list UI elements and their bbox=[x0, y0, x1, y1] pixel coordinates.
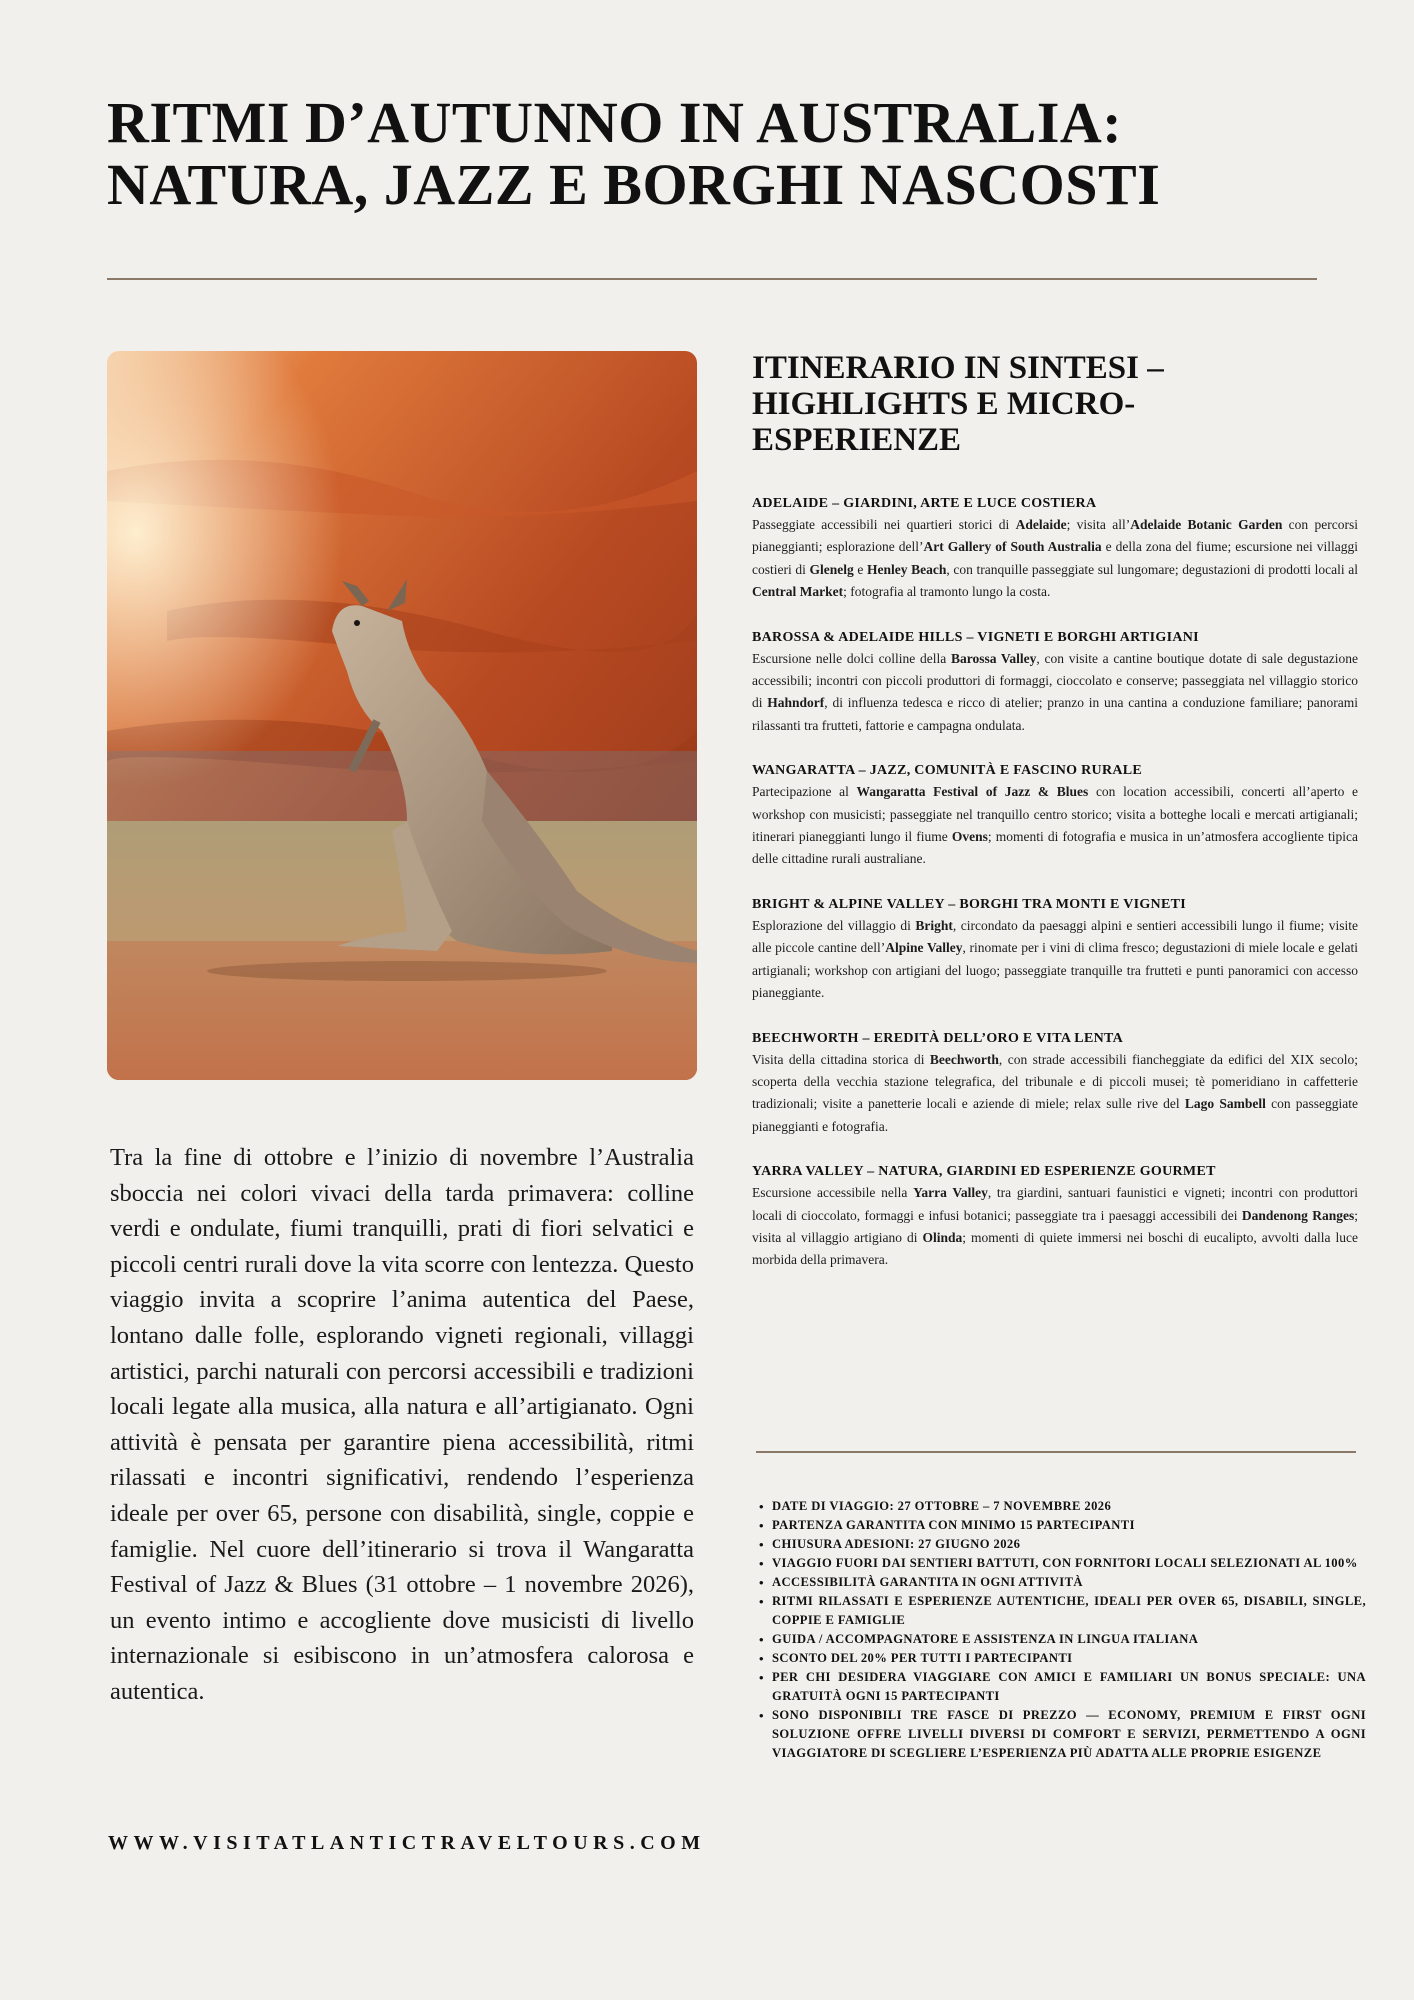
text-run: con location accessibili, concerti all’aperto e workshop con musicisti; passeggiate nel tranquillo centro storico; visita a botteghe locali e mercati artigianali; itinerari pianeggianti lungo il fiume bbox=[752, 784, 1358, 845]
text-run: , di influenza tedesca e ricco di atelier; pranzo in una cantina a conduzione familiare; panorami rilassanti tra frutteti, fattorie e campagna ondulata. bbox=[752, 695, 1358, 733]
itinerary-section-title: BRIGHT & ALPINE VALLEY – BORGHI TRA MONTI E VIGNETI bbox=[752, 896, 1186, 912]
place-name: Bright bbox=[915, 917, 953, 933]
itinerary-section bbox=[752, 1031, 1358, 1139]
place-name: Wangaratta Festival of Jazz & Blues bbox=[856, 784, 1089, 800]
itinerary-section bbox=[752, 763, 1358, 871]
text-run: Passeggiate accessibili nei quartieri storici di bbox=[752, 517, 1016, 532]
text-run: ; momenti di fotografia e musica in un’atmosfera accogliente tipica delle cittadine rurali australiane. bbox=[752, 829, 1358, 867]
title-line-2: NATURA, JAZZ E BORGHI NASCOSTI bbox=[107, 152, 1161, 217]
text-run: Esplorazione del villaggio di bbox=[752, 917, 916, 933]
place-name: Dandenong Ranges bbox=[1241, 1207, 1355, 1223]
itinerary-section bbox=[752, 897, 1358, 1005]
text-run: con passeggiate pianeggianti e fotografia. bbox=[752, 1096, 1359, 1134]
intro-paragraph: Tra la fine di ottobre e l’inizio di novembre l’Australia sboccia nei colori vivaci della tarda primavera: colline verdi e ondulate, fiumi tranquilli, prati di fiori selvatici e piccoli centri rurali dove la vita scorre con lentezza. Questo viaggio invita a scoprire l’anima autentica del Paese, lontano dalle folle, esplorando vigneti regionali, villaggi artistici, parchi naturali con percorsi accessibili e tradizioni locali legate alla musica, alla natura e all’artigianato. Ogni attività è pensata per garantire piena accessibilità, ritmi rilassati e incontri significativi, rendendo l’esperienza ideale per over 65, persone con disabilità, single, coppie e famiglie. Nel cuore dell’itinerario si trova il Wangaratta Festival of Jazz & Blues (31 ottobre – 1 novembre 2026), un evento intimo e accogliente dove musicisti di livello internazionale si esibiscono in un’atmosfera calorosa e autentica. bbox=[110, 1144, 694, 1705]
itinerary-section-text bbox=[752, 1049, 1358, 1139]
itinerary-section-text bbox=[752, 1182, 1358, 1272]
itinerary-section-text bbox=[752, 781, 1358, 871]
place-name: Alpine Valley bbox=[885, 940, 963, 956]
fact-item: • RITMI RILASSATI E ESPERIENZE AUTENTICHE, IDEALI PER OVER 65, DISABILI, SINGLE, COPPIE E FAMIGLIE bbox=[772, 1592, 1366, 1630]
fact-item: • PARTENZA GARANTITA CON MINIMO 15 PARTECIPANTI bbox=[772, 1516, 1366, 1535]
text-run: ; momenti di quiete immersi nei boschi di eucalipto, avvolti dalla luce morbida della primavera. bbox=[752, 1229, 1358, 1268]
place-name: Olinda bbox=[922, 1229, 963, 1245]
place-name: Central Market bbox=[752, 584, 844, 600]
fact-item: • GUIDA / ACCOMPAGNATORE E ASSISTENZA IN LINGUA ITALIANA bbox=[772, 1630, 1366, 1649]
title-line-1: RITMI D’AUTUNNO IN AUSTRALIA: bbox=[107, 90, 1123, 155]
itinerary-section bbox=[752, 630, 1358, 738]
text-run: , rinomate per i vini di clima fresco; degustazioni di miele locale e gelati artigianali; workshop con artigiani del luogo; passeggiate tranquille tra frutteti e punti panoramici con accesso pianeggiante. bbox=[752, 940, 1358, 1001]
itinerary-section bbox=[752, 1164, 1358, 1272]
place-name: Ovens bbox=[951, 829, 988, 845]
itinerary-section-title: BEECHWORTH – EREDITÀ DELL’ORO E VITA LENTA bbox=[752, 1030, 1124, 1046]
place-name: Barossa Valley bbox=[950, 650, 1037, 666]
text-run: con percorsi pianeggianti; esplorazione dell’ bbox=[752, 517, 1358, 555]
text-run: ; visita al villaggio artigiano di bbox=[752, 1207, 1358, 1245]
place-name: Lago Sambell bbox=[1184, 1096, 1266, 1112]
place-name: Art Gallery of South Australia bbox=[923, 539, 1102, 555]
facts-divider bbox=[756, 1451, 1356, 1453]
itinerary-section-text bbox=[752, 648, 1358, 738]
itinerary-heading: ITINERARIO IN SINTESI – HIGHLIGHTS E MICRO-ESPERIENZE bbox=[752, 350, 1164, 458]
itinerary-column bbox=[752, 350, 1358, 1298]
fact-item: • VIAGGIO FUORI DAI SENTIERI BATTUTI, CON FORNITORI LOCALI SELEZIONATI AL 100% bbox=[772, 1554, 1366, 1573]
text-run: , con strade accessibili fiancheggiate da edifici del XIX secolo; scoperta della vecchia stazione telegrafica, del tribunale e di piccoli musei; tè pomeridiano in caffetterie tradizionali; visite a panetterie locali e aziende di miele; relax sulle rive del bbox=[752, 1051, 1358, 1112]
facts-list bbox=[758, 1497, 1366, 1763]
text-run: ; visita all’ bbox=[1066, 517, 1131, 532]
fact-item: • SCONTO DEL 20% PER TUTTI I PARTECIPANTI bbox=[772, 1649, 1366, 1668]
place-name: Beechworth bbox=[929, 1051, 999, 1067]
itinerary-sections bbox=[752, 496, 1358, 1272]
place-name: Hahndorf bbox=[767, 695, 825, 711]
text-run: Escursione nelle dolci colline della bbox=[752, 650, 951, 666]
place-name: Henley Beach bbox=[867, 561, 947, 577]
itinerary-section-title: BAROSSA & ADELAIDE HILLS – VIGNETI E BORGHI ARTIGIANI bbox=[752, 629, 1199, 645]
page-title bbox=[107, 92, 1327, 216]
fact-item: • ACCESSIBILITÀ GARANTITA IN OGNI ATTIVITÀ bbox=[772, 1573, 1366, 1592]
fact-item: • CHIUSURA ADESIONI: 27 GIUGNO 2026 bbox=[772, 1535, 1366, 1554]
text-run: , tra giardini, santuari faunistici e vigneti; incontri con produttori locali di cioccolato, formaggi e infusi botanici; passeggiate tra i paesaggi accessibili dei bbox=[752, 1185, 1358, 1223]
place-name: Adelaide Botanic Garden bbox=[1130, 517, 1283, 532]
text-run: ; fotografia al tramonto lungo la costa. bbox=[843, 584, 1051, 600]
text-run: e della zona del fiume; escursione nei villaggi costieri di bbox=[752, 539, 1358, 577]
place-name: Adelaide bbox=[1015, 517, 1067, 532]
text-run: Visita della cittadina storica di bbox=[752, 1051, 930, 1067]
place-name: Glenelg bbox=[809, 561, 854, 577]
text-run: , con visite a cantine boutique dotate di sale degustazione accessibili; incontri con piccoli produttori di formaggi, cioccolato e conserve; passeggiata nel villaggio storico di bbox=[752, 650, 1358, 711]
itinerary-section-title: YARRA VALLEY – NATURA, GIARDINI ED ESPERIENZE GOURMET bbox=[752, 1164, 1216, 1180]
place-name: Yarra Valley bbox=[913, 1185, 988, 1201]
top-divider bbox=[107, 278, 1317, 280]
itinerary-section-title: ADELAIDE – GIARDINI, ARTE E LUCE COSTIERA bbox=[752, 496, 1097, 511]
text-run: , circondato da paesaggi alpini e sentieri accessibili lungo il fiume; visite alle piccole cantine dell’ bbox=[752, 917, 1358, 956]
fact-item: • SONO DISPONIBILI TRE FASCE DI PREZZO — ECONOMY, PREMIUM E FIRST OGNI SOLUZIONE OFFRE LIVELLI DIVERSI DI COMFORT E SERVIZI, PERMETTENDO A OGNI VIAGGIATORE DI SCEGLIERE L’ESPERIENZA PIÙ ADATTA ALLE PROPRIE ESIGENZE bbox=[772, 1706, 1366, 1763]
fact-item: • DATE DI VIAGGIO: 27 OTTOBRE – 7 NOVEMBRE 2026 bbox=[772, 1497, 1366, 1516]
text-run: Partecipazione al bbox=[752, 784, 857, 800]
text-run: , con tranquille passeggiate sul lungomare; degustazioni di prodotti locali al bbox=[946, 561, 1358, 577]
itinerary-section-text bbox=[752, 514, 1358, 604]
text-run: Escursione accessibile nella bbox=[752, 1185, 914, 1201]
text-run: e bbox=[853, 561, 868, 577]
kangaroo-photo bbox=[107, 351, 697, 1080]
itinerary-section-text bbox=[752, 915, 1358, 1005]
itinerary-section bbox=[752, 496, 1358, 604]
fact-item: • PER CHI DESIDERA VIAGGIARE CON AMICI E FAMILIARI UN BONUS SPECIALE: UNA GRATUITÀ OGNI 15 PARTECIPANTI bbox=[772, 1668, 1366, 1706]
itinerary-section-title: WANGARATTA – JAZZ, COMUNITÀ E FASCINO RURALE bbox=[752, 763, 1143, 779]
website-url[interactable]: WWW.VISITATLANTICTRAVELTOURS.COM bbox=[108, 1832, 706, 1854]
